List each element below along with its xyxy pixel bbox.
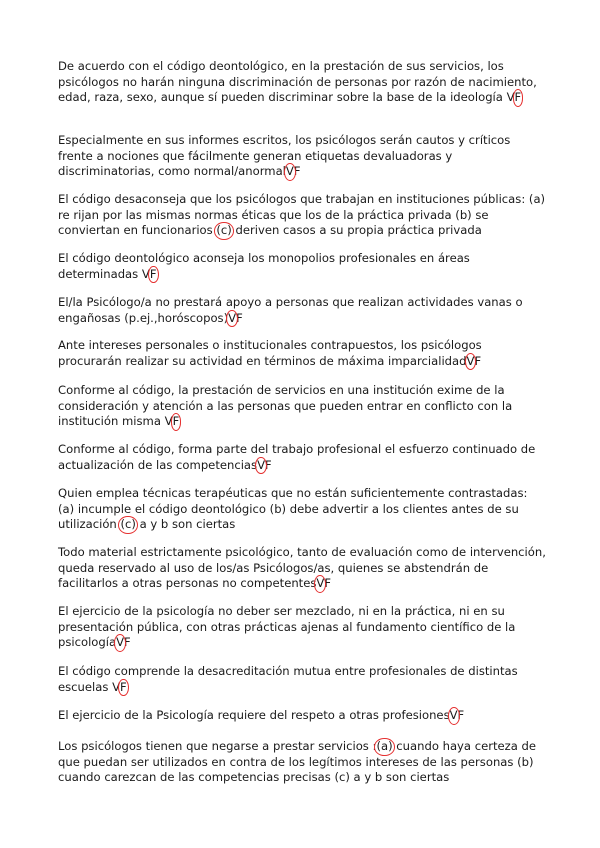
- question-text: Conforme al código, la prestación de servicios en una institución exime de la consideración y atención a las personas que pueden entrar en conflicto con la institución misma: [58, 383, 513, 428]
- question-text: Ante intereses personales o institucionales contrapuestos, los psicólogos procurarán realizar su actividad en términos de máxima imparcialidad: [58, 338, 482, 368]
- option-f: F: [236, 310, 243, 325]
- question-text: Quien emplea técnicas terapéuticas que no están suficientemente contrastadas: (a) incumple el código deontológico (b) debe advertir a los clientes antes de su utilización: [58, 486, 528, 531]
- option-f: F: [124, 635, 131, 649]
- option-v-circled: V: [466, 353, 475, 368]
- option-f-circled: F: [514, 90, 522, 104]
- question-text: De acuerdo con el código deontológico, en la prestación de sus servicios, los psicólogos no harán ninguna discriminación de personas por razón de nacimiento, edad, raza, sexo, aunque sí pueden discriminar sobre la base de la ideología: [58, 59, 537, 104]
- question-text-end: deriven casos a su propia práctica privada: [231, 223, 482, 237]
- question-text-end: cuando haya certeza de que puedan ser utilizados en contra de los legítimos intereses de las personas (b) cuando carezcan de las competencias precisas (c) a y b son ciertas: [58, 739, 537, 784]
- option-f: F: [474, 353, 482, 368]
- question-10: [58, 545, 546, 592]
- question-13: [58, 708, 546, 724]
- question-1: [58, 59, 546, 106]
- option-v-circled: V: [257, 457, 266, 472]
- question-text-end: a y b son ciertas: [135, 517, 236, 531]
- option-v: V: [506, 90, 515, 104]
- option-v: V: [141, 266, 150, 281]
- question-2: [58, 133, 546, 180]
- option-v: V: [164, 414, 173, 428]
- question-12: [58, 664, 546, 695]
- option-f: F: [265, 457, 272, 472]
- question-3: [58, 192, 546, 239]
- question-text: El ejercicio de la Psicología requiere del respeto a otras profesiones: [58, 708, 450, 722]
- question-text: El código desaconseja que los psicólogos que trabajan en instituciones públicas: (a) re rijan por las mismas normas éticas que los de la práctica privada (b) se conviertan en funcionarios: [58, 192, 546, 237]
- option-v-circled: V: [116, 635, 125, 649]
- question-11: [58, 604, 546, 651]
- option-v-circled: V: [316, 576, 325, 590]
- question-5: [58, 295, 546, 326]
- option-v: V: [112, 679, 121, 694]
- question-14: [58, 739, 546, 786]
- option-f: F: [293, 164, 301, 178]
- question-4: [58, 251, 546, 282]
- question-9: [58, 486, 546, 533]
- question-8: [58, 442, 546, 473]
- question-6: [58, 338, 546, 369]
- option-f: F: [457, 708, 465, 722]
- choice-circled: (a): [376, 739, 393, 753]
- question-text: Conforme al código, forma parte del trabajo profesional el esfuerzo continuado de actualización de las competencias: [58, 442, 536, 472]
- option-f-circled: F: [120, 679, 127, 694]
- question-7: [58, 383, 546, 430]
- question-text: El/la Psicólogo/a no prestará apoyo a personas que realizan actividades vanas o engañosas (p.ej.,horóscopos): [58, 295, 523, 325]
- choice-circled: (c): [120, 517, 136, 531]
- question-text: Todo material estrictamente psicológico, tanto de evaluación como de intervención, queda reservado al uso de los/as Psicólogos/as, quienes se abstendrán de facilitarlos a otras personas no competentes: [58, 545, 546, 590]
- option-v-circled: V: [228, 310, 237, 325]
- choice-circled: (c): [216, 223, 232, 237]
- question-text: El código deontológico aconseja los monopolios profesionales en áreas determinadas: [58, 251, 470, 281]
- question-text: Los psicólogos tienen que negarse a prestar servicios :: [58, 739, 377, 753]
- option-f-circled: F: [149, 266, 157, 281]
- option-v-circled: V: [285, 164, 294, 178]
- option-f: F: [324, 576, 332, 590]
- question-text: El ejercicio de la psicología no deber ser mezclado, ni en la práctica, ni en su presentación pública, con otras prácticas ajenas al fundamento científico de la psicología: [58, 604, 516, 649]
- option-v-circled: V: [449, 708, 458, 722]
- question-text: El código comprende la desacreditación mutua entre profesionales de distintas escuelas: [58, 664, 518, 694]
- option-f-circled: F: [172, 414, 180, 428]
- question-text: Especialmente en sus informes escritos, los psicólogos serán cautos y críticos frente a nociones que fácilmente generan etiquetas devaluadoras y discriminatorias, como normal/anormal: [58, 133, 511, 178]
